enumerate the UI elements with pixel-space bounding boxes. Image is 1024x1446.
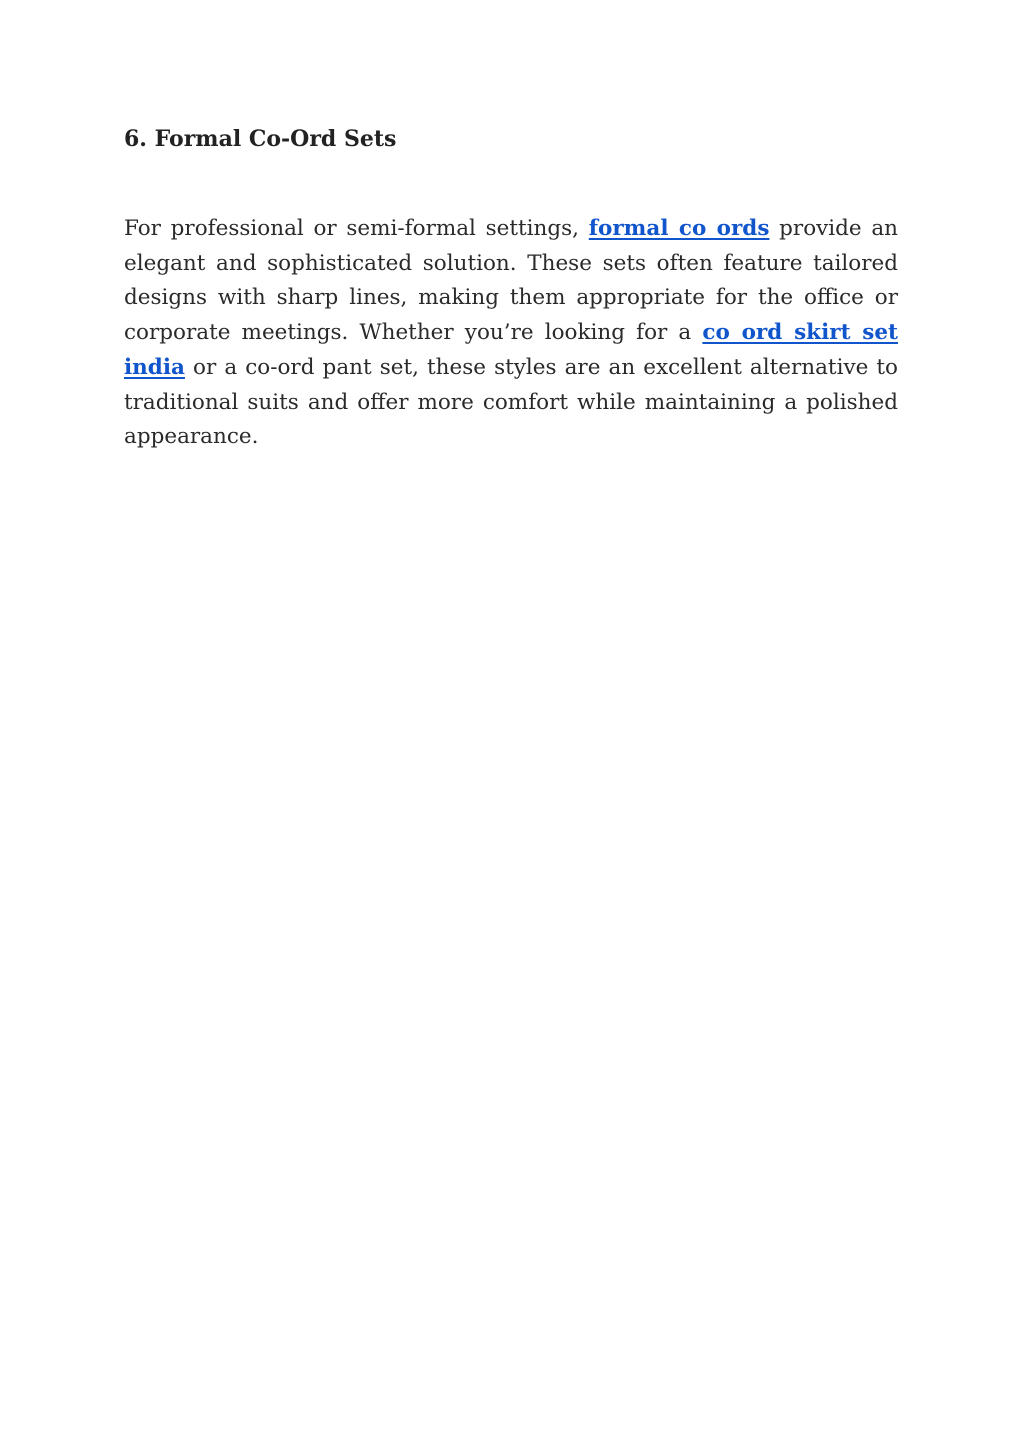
formal-co-ords-link[interactable]: formal co ords xyxy=(588,216,770,241)
co-ord-skirt-set-india-link[interactable]: co ord skirt set india xyxy=(124,320,898,380)
paragraph-text-3: or a co-ord pant set, these styles are an excellent alternative to traditional suits and offer more comfort while maintaining a polished appearance. xyxy=(124,354,898,450)
paragraph-text-2: provide an elegant and sophisticated solution. These sets often feature tailored designs with sharp lines, making them appropriate for the office or corporate meetings. Whether you’re looking for a xyxy=(124,216,899,346)
section-heading: 6. Formal Co-Ord Sets xyxy=(124,126,397,152)
paragraph-text-1: For professional or semi-formal settings, xyxy=(124,216,589,241)
body-paragraph xyxy=(124,212,898,455)
